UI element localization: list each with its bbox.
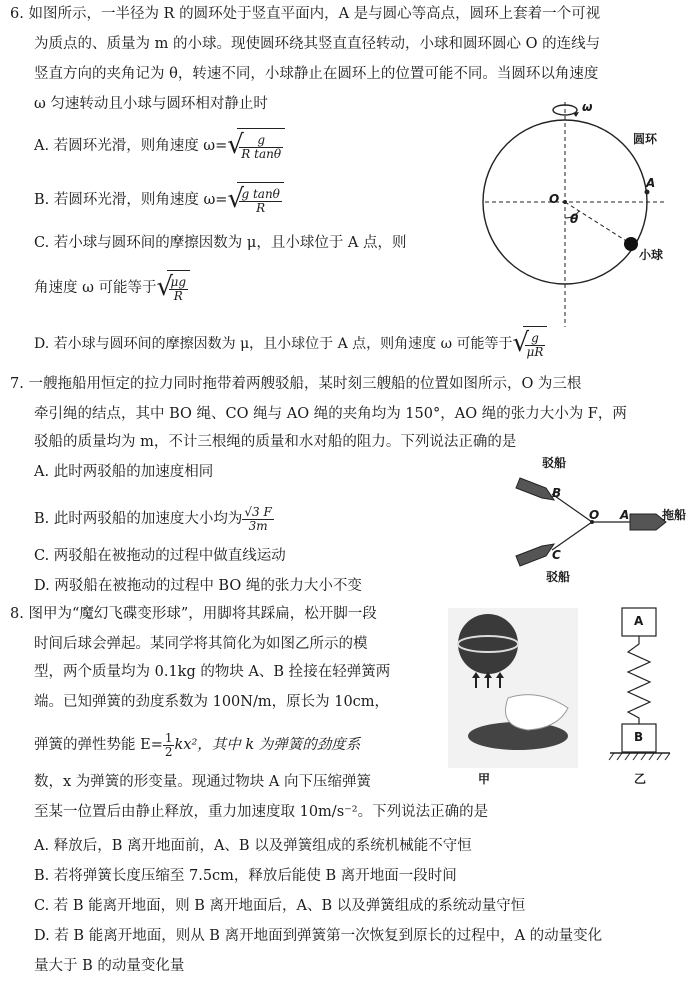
q8-fig-jia-label: 甲 [478, 772, 491, 786]
tug-boat-icon [630, 514, 666, 530]
q7-stem-3: 驳船的质量均为 m，不计三根绳的质量和水对船的阻力。下列说法正确的是 [34, 434, 517, 450]
q6-option-a [34, 128, 285, 164]
barge-c-icon [516, 544, 554, 566]
q6-stem-4: ω 匀速转动且小球与圆环相对静止时 [34, 96, 268, 112]
q8-option-b: B. 若将弹簧长度压缩至 7.5cm，释放后能使 B 离开地面一段时间 [34, 868, 457, 884]
q8-fig-yi [600, 606, 680, 791]
q7-fig-a: A [620, 508, 630, 522]
spring-icon [628, 636, 650, 724]
q6-option-a-text: A. 若圆环光滑，则角速度 ω= [34, 138, 228, 154]
q6-option-b-radical: √ $\frac{\text{g tanθ}}{R}$ [227, 182, 283, 218]
q6-ring-figure [455, 92, 690, 332]
q8-energy-num: 1 [164, 730, 173, 745]
q7-fig-c: C [552, 548, 561, 562]
q6-option-c-text: 角速度 ω 可能等于 [34, 280, 157, 296]
q7-boats-figure [510, 456, 690, 591]
q8-stem-4: 端。已知弹簧的劲度系数为 100N/m，原长为 10cm， [34, 694, 390, 710]
q6-option-a-radical: √ $\frac{g}{\text{R tanθ}}$ [227, 128, 285, 164]
q7-fig-b: B [552, 486, 562, 500]
q8-stem-2: 时间后球会弹起。某同学将其简化为如图乙所示的模 [34, 636, 368, 652]
q7-option-b-num: √3 F [244, 504, 272, 519]
q6-fig-ring: 圆环 [633, 132, 658, 146]
q6-stem-2: 为质点的、质量为 m 的小球。现使圆环绕其竖直直径转动，小球和圆环圆心 O 的连线与 [34, 36, 601, 52]
q8-fig-yi-label: 乙 [634, 772, 647, 786]
q7-fig-tug: 拖船 [662, 508, 687, 522]
q6-fig-o: O [549, 192, 560, 206]
q7-fig-o: O [589, 508, 600, 522]
q8-fig-jia [448, 608, 578, 786]
q8-option-d: D. 若 B 能离开地面，则从 B 离开地面到弹簧第一次恢复到原长的过程中，A 的动量变化 [34, 928, 603, 944]
q8-energy-post: kx²，其中 k 为弹簧的劲度系 [174, 737, 361, 753]
q8-energy-pre: 弹簧的弹性势能 E= [34, 737, 163, 753]
q7-fig-barge-top: 驳船 [542, 456, 567, 470]
q8-option-c: C. 若 B 能离开地面，则 B 离开地面后，A、B 以及弹簧组成的系统动量守恒 [34, 898, 526, 914]
q6-option-b-text: B. 若圆环光滑，则角速度 ω= [34, 192, 228, 208]
q7-option-a: A. 此时两驳船的加速度相同 [34, 464, 214, 480]
q6-stem-3: 竖直方向的夹角记为 θ，转速不同，小球静止在圆环上的位置可能不同。当圆环以角速度 [34, 66, 599, 82]
barge-b-icon [516, 478, 554, 500]
q8-option-a: A. 释放后，B 离开地面前，A、B 以及弹簧组成的系统机械能不守恒 [34, 838, 472, 854]
q6-stem-1: 6. 如图所示，一半径为 R 的圆环处于竖直平面内，A 是与圆心等高点，圆环上套着一个可视 [10, 6, 601, 22]
q6-option-a-num: g [239, 134, 283, 148]
q6-fig-omega: ω [582, 100, 593, 114]
q6-option-c-num: μg [170, 274, 187, 289]
ball-icon [624, 237, 638, 251]
q7-stem-1: 7. 一艘拖船用恒定的拉力同时拖带着两艘驳船，某时刻三艘船的位置如图所示，O 为三根 [10, 376, 582, 392]
q6-option-d-text: D. 若小球与圆环间的摩擦因数为 μ，且小球位于 A 点，则角速度 ω 可能等于 [34, 336, 513, 352]
q8-option-d-cont: 量大于 B 的动量变化量 [34, 958, 185, 974]
q6-option-b-den: R [256, 200, 266, 215]
point-a-dot [645, 190, 650, 195]
q7-option-b-den: 3m [248, 518, 268, 533]
q8-spring-diagram [600, 606, 680, 776]
q6-fig-theta: θ [570, 212, 579, 226]
q6-option-c-line1: C. 若小球与圆环间的摩擦因数为 μ，且小球位于 A 点，则 [34, 235, 407, 251]
q7-boats-diagram [510, 456, 690, 591]
q8-fig-a: A [634, 614, 644, 628]
magic-ball-icon [458, 614, 518, 674]
q7-option-b-text: B. 此时两驳船的加速度大小均为 [34, 511, 243, 527]
q8-stem-3: 型，两个质量均为 0.1kg 的物块 A、B 拴接在轻弹簧两 [34, 664, 391, 680]
q6-fig-ball: 小球 [639, 248, 664, 262]
q7-stem-2: 牵引绳的结点，其中 BO 绳、CO 绳与 AO 绳的夹角均为 150°，AO 绳的张力大小为 F，两 [34, 406, 627, 422]
q6-option-b [34, 182, 284, 218]
q6-fig-a: A [646, 176, 656, 190]
q8-fig-b: B [634, 730, 644, 744]
q8-stem-6: 至某一位置后由静止释放，重力加速度取 10m/s⁻²。下列说法正确的是 [34, 804, 489, 820]
q6-option-d-radical: √ $\frac{g}{\mu R}$ [513, 326, 548, 362]
q7-option-b [34, 504, 274, 534]
q8-stem-5: 数，x 为弹簧的形变量。现通过物块 A 向下压缩弹簧 [34, 774, 371, 790]
q6-option-b-num: g tanθ [241, 186, 280, 201]
q6-option-d-num: g [525, 332, 546, 346]
q8-energy-line [34, 730, 360, 760]
q6-option-c [34, 270, 190, 306]
q7-fig-barge-bottom: 驳船 [546, 570, 571, 584]
q6-option-c-den: R [173, 288, 183, 303]
q7-option-d: D. 两驳船在被拖动的过程中 BO 绳的张力大小不变 [34, 578, 362, 594]
q8-ball-photo [448, 608, 578, 768]
q6-option-a-den: R tanθ [241, 146, 282, 161]
q6-option-c-radical: √ $\frac{\mu g}{R}$ [157, 270, 190, 306]
q7-option-c: C. 两驳船在被拖动的过程中做直线运动 [34, 548, 286, 564]
q8-energy-den: 2 [164, 744, 173, 759]
q8-stem-1: 8. 图甲为“魔幻飞碟变形球”，用脚将其踩扁，松开脚一段 [10, 606, 377, 622]
q6-option-d-den: μR [526, 344, 544, 359]
